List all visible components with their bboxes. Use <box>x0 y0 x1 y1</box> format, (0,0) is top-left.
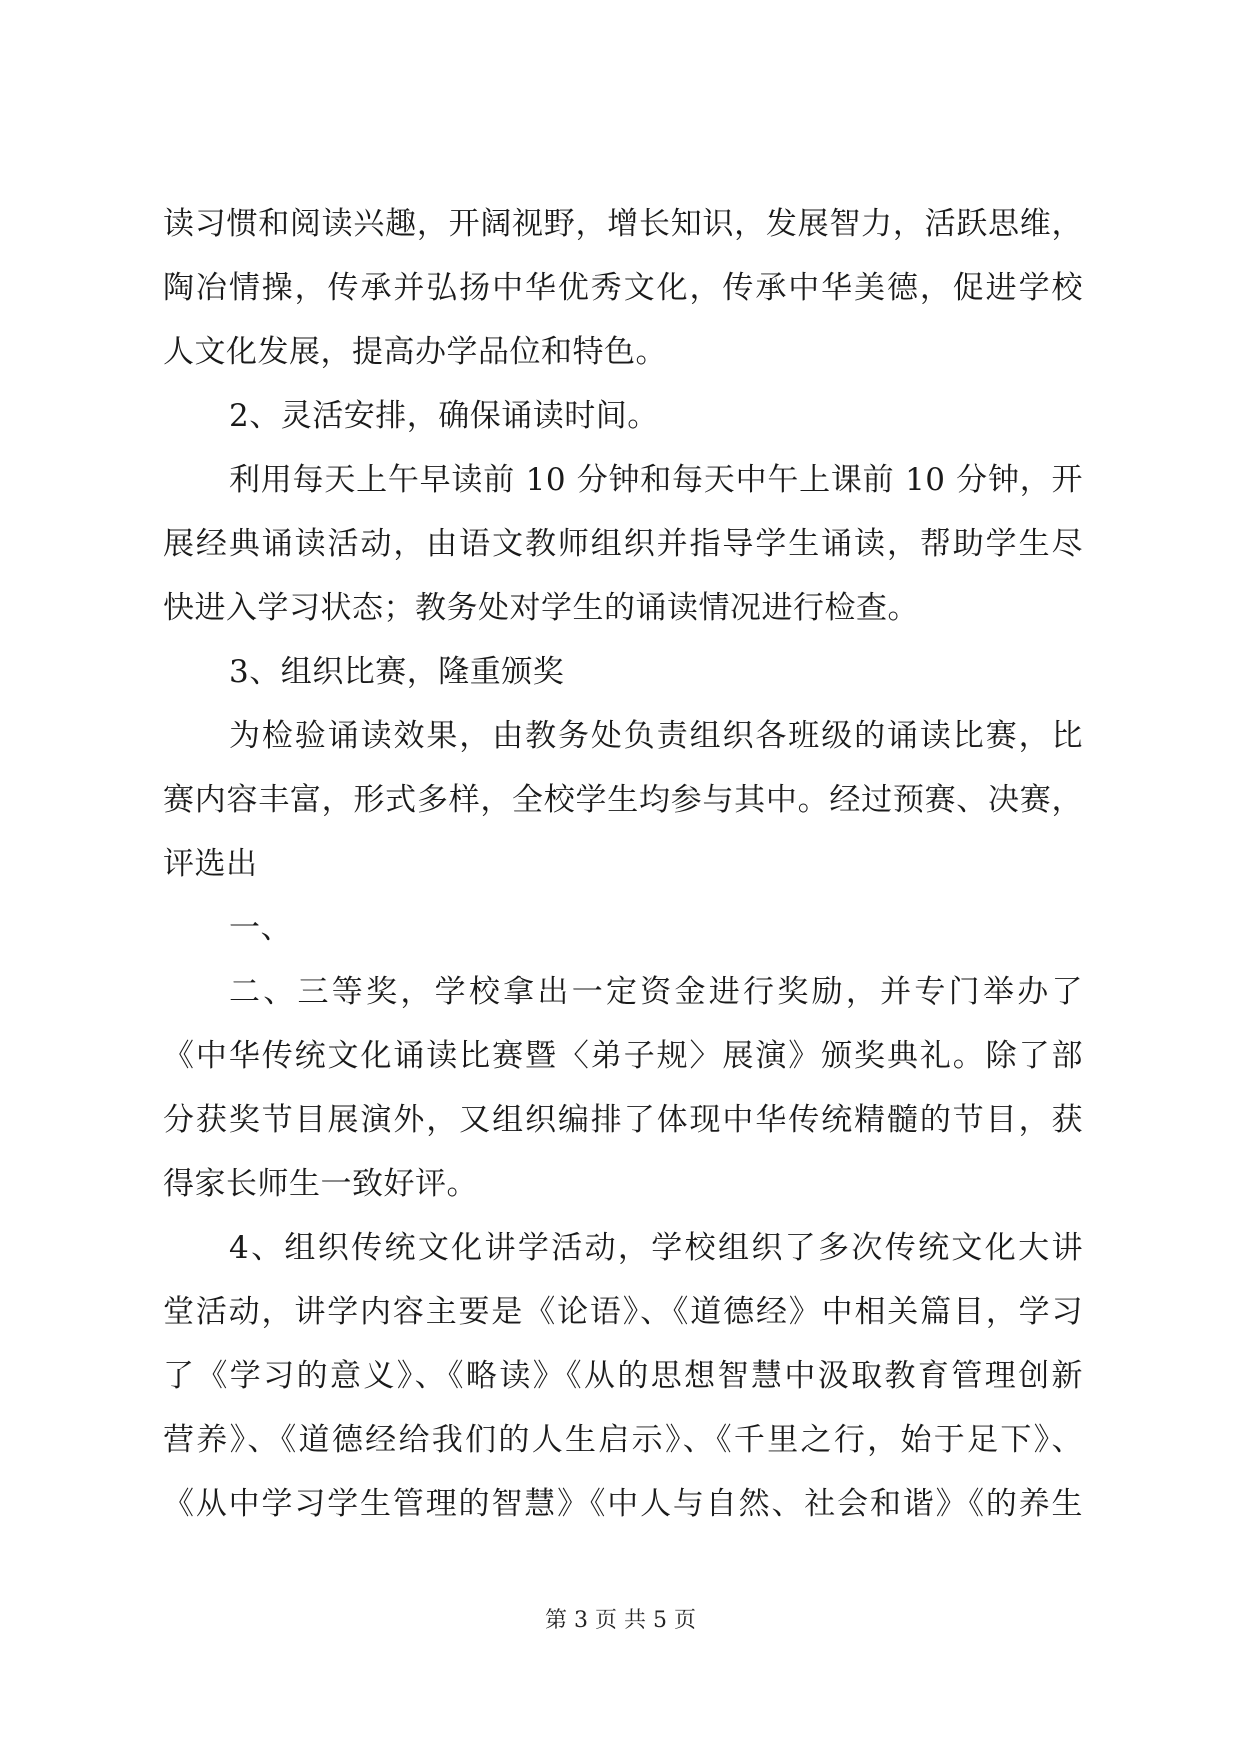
text-line: 二、三等奖，学校拿出一定资金进行奖励，并专门举办了 <box>229 974 1083 1010</box>
text-line: 人文化发展，提高办学品位和特色。 <box>163 334 667 370</box>
text-line: 营养》、《道德经给我们的人生启示》、《千里之行，始于足下》、 <box>163 1422 1083 1458</box>
text-line: 展经典诵读活动，由语文教师组织并指导学生诵读，帮助学生尽 <box>163 526 1083 562</box>
text-line: 分获奖节目展演外，又组织编排了体现中华传统精髓的节目，获 <box>163 1102 1083 1138</box>
body-text <box>163 192 1083 1536</box>
page-footer: 第 3 页 共 5 页 <box>545 1608 696 1633</box>
text-line: 得家长师生一致好评。 <box>163 1166 478 1202</box>
text-line: 为检验诵读效果，由教务处负责组织各班级的诵读比赛，比 <box>229 718 1083 754</box>
text-line: 赛内容丰富，形式多样，全校学生均参与其中。经过预赛、决赛， <box>163 782 1083 818</box>
text-line: 利用每天上午早读前 10 分钟和每天中午上课前 10 分钟，开 <box>229 462 1083 498</box>
text-line: 了《学习的意义》、《略读》《从的思想智慧中汲取教育管理创新 <box>163 1358 1083 1394</box>
text-line: 评选出 <box>163 846 258 882</box>
text-line: 快进入学习状态；教务处对学生的诵读情况进行检查。 <box>163 590 919 626</box>
text-line: 《从中学习学生管理的智慧》《中人与自然、社会和谐》《的养生 <box>163 1486 1083 1522</box>
text-line: 读习惯和阅读兴趣，开阔视野，增长知识，发展智力，活跃思维， <box>163 206 1083 242</box>
text-line: 堂活动，讲学内容主要是《论语》、《道德经》中相关篇目，学习 <box>163 1294 1083 1330</box>
text-line: 《中华传统文化诵读比赛暨〈弟子规〉展演》颁奖典礼。除了部 <box>163 1038 1083 1074</box>
section-heading: 3、组织比赛，隆重颁奖 <box>229 654 565 690</box>
text-line: 陶冶情操，传承并弘扬中华优秀文化，传承中华美德，促进学校 <box>163 270 1083 306</box>
section-heading: 2、灵活安排，确保诵读时间。 <box>229 398 659 434</box>
text-line: 4、组织传统文化讲学活动，学校组织了多次传统文化大讲 <box>229 1230 1083 1266</box>
text-line: 一、 <box>229 910 292 946</box>
